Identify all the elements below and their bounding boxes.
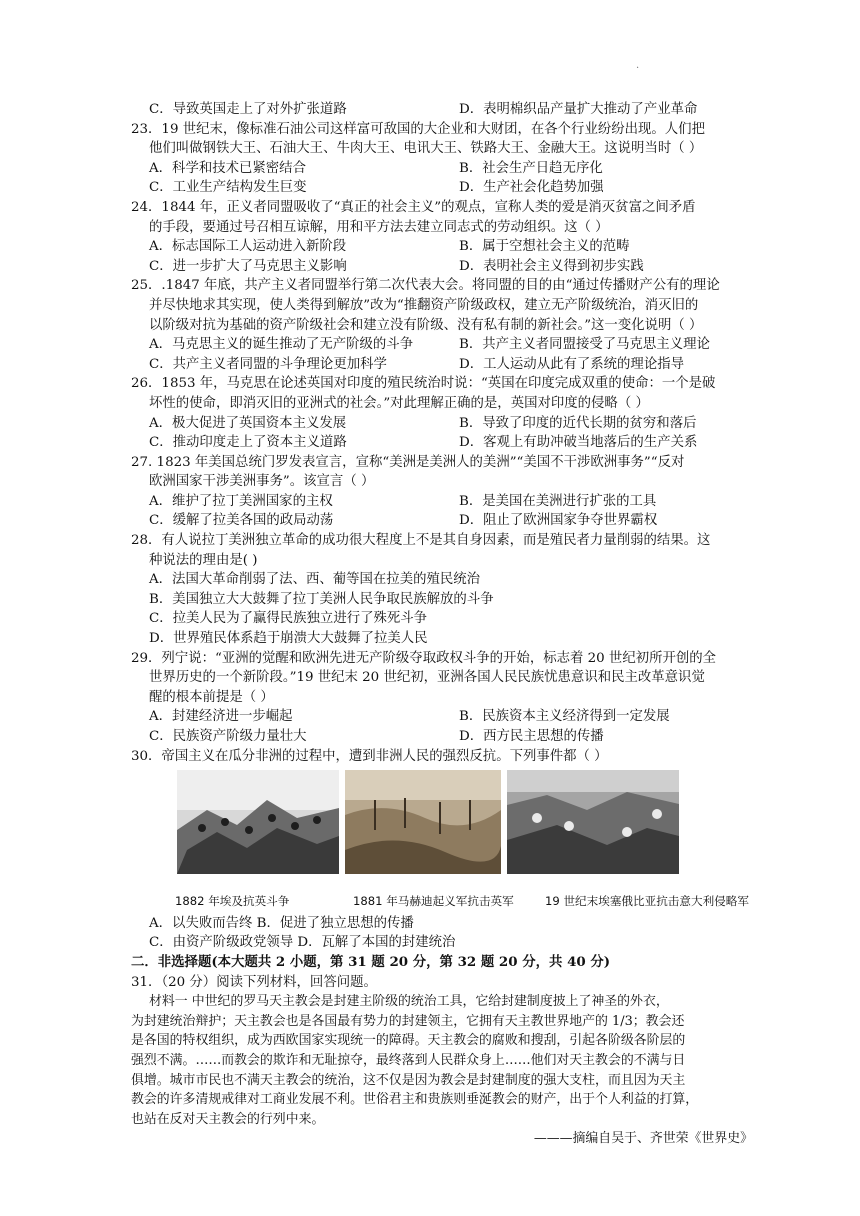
material-1-line-4: 强烈不满。……而教会的欺诈和无耻掠夺，最终落到人民群众身上……他们对天主教会的不满与日 <box>131 1052 686 1068</box>
q27-option-b: B．是美国在美洲进行扩张的工具 <box>459 493 657 509</box>
q26-option-c: C．推动印度走上了资本主义道路 <box>149 435 347 451</box>
q30-stem: 30．帝国主义在瓜分非洲的过程中，遭到非洲人民的强烈反抗。下列事件都（ ） <box>131 748 608 764</box>
q29-option-a: A．封建经济进一步崛起 <box>149 709 293 725</box>
q24-options-ab <box>131 237 781 257</box>
q27-stem-1: 27. 1823 年美国总统门罗发表宣言，宣称“美洲是美洲人的美洲”“美国不干涉欧洲事务”“反对 <box>131 454 685 470</box>
q24-stem-1: 24．1844 年，正义者同盟吸收了“真正的社会主义”的观点，宣称人类的爱是消灭贫富之间矛盾 <box>131 199 696 215</box>
exam-page <box>131 100 781 1149</box>
q26-options-ab <box>131 414 781 434</box>
q23-option-c: C．工业生产结构发生巨变 <box>149 180 307 196</box>
q23-stem-2: 他们叫做钢铁大王、石油大王、牛肉大王、电讯大王、铁路大王、金融大王。这说明当时（ ） <box>149 141 703 157</box>
caption-mahdi: 1881 年马赫迪起义军抗击英军 <box>353 894 514 909</box>
q29-option-d: D．西方民主思想的传播 <box>459 729 604 744</box>
q24-option-d: D．表明社会主义得到初步实践 <box>459 258 644 274</box>
material-1-source: ———摘编自吴于、齐世荣《世界史》 <box>533 1131 753 1147</box>
section-2-heading: 二．非选择题(本大题共 2 小题，第 31 题 20 分，第 32 题 20 分，共 40 分) <box>131 953 611 970</box>
q26-option-a: A．极大促进了英国资本主义发展 <box>149 415 347 431</box>
material-1-line-5: 俱增。城市市民也不满天主教会的统治，这不仅是因为教会是封建制度的强大支柱，而且因为天主 <box>131 1072 686 1088</box>
q30-caption-row <box>175 892 781 912</box>
q29-stem-3: 醒的根本前提是（ ） <box>149 689 274 705</box>
q23-options-cd <box>131 178 781 198</box>
q26-stem-2: 坏性的使命，即消灭旧的亚洲式的社会。”对此理解正确的是，英国对印度的侵略（ ） <box>149 395 649 411</box>
q29-option-c: C．民族资产阶级力量壮大 <box>149 729 307 744</box>
q23-option-d: D．生产社会化趋势加强 <box>459 180 604 196</box>
ethiopia-battle-photo <box>507 770 679 874</box>
q28-option-a: A．法国大革命削弱了法、西、葡等国在拉美的殖民统治 <box>149 572 481 588</box>
mahdi-uprising-photo <box>345 770 501 874</box>
q31-stem: 31．（20 分）阅读下列材料，回答问题。 <box>131 974 377 990</box>
q27-option-c: C．缓解了拉美各国的政局动荡 <box>149 513 334 529</box>
q25-stem-1: 25．.1847 年底，共产主义者同盟举行第二次代表大会。将同盟的目的由“通过传播财产公有的理论 <box>131 278 720 294</box>
q25-option-a: A．马克思主义的诞生推动了无产阶级的斗争 <box>149 337 414 353</box>
q30-options-cd: C．由资产阶级政党领导 D．瓦解了本国的封建统治 <box>149 935 456 951</box>
q23-option-a: A．科学和技术已紧密结合 <box>149 160 306 176</box>
q29-stem-1: 29．列宁说：“亚洲的觉醒和欧洲先进无产阶级夺取政权斗争的开始，标志着 20 世纪初所开创的全 <box>131 650 717 666</box>
q27-stem-2: 欧洲国家干涉美洲事务”。该宣言（ ） <box>149 474 375 490</box>
q25-option-d: D．工人运动从此有了系统的理论指导 <box>459 356 684 372</box>
material-1-line-1: 材料一 中世纪的罗马天主教会是封建主阶级的统治工具，它给封建制度披上了神圣的外衣， <box>149 994 669 1010</box>
q28-option-c: C．拉美人民为了赢得民族独立进行了殊死斗争 <box>149 611 428 627</box>
material-1-line-6: 教会的许多清规戒律对工商业发展不利。世俗君主和贵族则垂涎教会的财产，出于个人利益的打算， <box>131 1092 699 1108</box>
q26-option-b: B．导致了印度的近代长期的贫穷和落后 <box>459 415 697 431</box>
q26-option-d: D．客观上有助冲破当地落后的生产关系 <box>459 435 698 451</box>
q30-photo-row <box>177 770 781 876</box>
header-mark: . <box>636 60 640 71</box>
q27-option-d: D．阻止了欧洲国家争夺世界霸权 <box>459 513 658 529</box>
q28-stem-1: 28．有人说拉丁美洲独立革命的成功很大程度上不是其自身因素，而是殖民者力量削弱的结果。这 <box>131 533 711 549</box>
q24-option-c: C．进一步扩大了马克思主义影响 <box>149 258 347 274</box>
q23-stem-1: 23．19 世纪末，像标准石油公司这样富可敌国的大企业和大财团，在各个行业纷纷出现。人们把 <box>131 121 705 137</box>
q29-option-b: B．民族资本主义经济得到一定发展 <box>459 709 670 725</box>
q30-options-ab: A．以失败而告终 B．促进了独立思想的传播 <box>149 915 414 931</box>
q24-option-b: B．属于空想社会主义的范畴 <box>459 239 630 255</box>
material-1-line-3: 是各国的特权组织，成为西欧国家实现统一的障碍。天主教会的腐败和搜刮，引起各阶级各阶层的 <box>131 1033 686 1049</box>
q25-stem-3: 以阶级对抗为基础的资产阶级社会和建立没有阶级、没有私有制的新社会。”这一变化说明（ ） <box>149 317 703 333</box>
material-1-line-2: 为封建统治辩护；天主教会也是各国最有势力的封建领主，它拥有天主教世界地产的 1/3；教会还 <box>131 1013 685 1029</box>
q29-stem-2: 世界历史的一个新阶段。”19 世纪末 20 世纪初，亚洲各国人民民族忧患意识和民主改革意识觉 <box>149 670 705 686</box>
caption-ethiopia: 19 世纪末埃塞俄比亚抗击意大利侵略军 <box>545 894 749 909</box>
material-1-line-7: 也站在反对天主教会的行列中来。 <box>131 1111 325 1127</box>
q25-option-b: B．共产主义者同盟接受了马克思主义理论 <box>459 337 710 353</box>
q23-option-b: B．社会生产日趋无序化 <box>459 160 603 176</box>
q24-option-a: A．标志国际工人运动进入新阶段 <box>149 239 347 255</box>
q24-stem-2: 的手段，要通过号召相互谅解，用和平方法去建立同志式的劳动组织。这（ ） <box>149 219 609 235</box>
q26-stem-1: 26．1853 年，马克思在论述英国对印度的殖民统治时说：“英国在印度完成双重的使命：一个是破 <box>131 376 716 392</box>
q25-option-c: C．共产主义者同盟的斗争理论更加科学 <box>149 356 387 372</box>
q23-options-ab <box>131 159 781 179</box>
q28-option-d: D．世界殖民体系趋于崩溃大大鼓舞了拉美人民 <box>149 631 428 647</box>
egypt-battle-photo <box>177 770 339 874</box>
q22-option-c: C．导致英国走上了对外扩张道路 <box>149 102 347 117</box>
q27-options-ab <box>131 492 781 512</box>
q22-option-d: D．表明棉织品产量扩大推动了产业革命 <box>459 102 698 117</box>
q28-option-b: B．美国独立大大鼓舞了拉丁美洲人民争取民族解放的斗争 <box>149 591 494 607</box>
q22-options-cd <box>131 100 781 120</box>
q24-options-cd <box>131 257 781 277</box>
q27-options-cd <box>131 511 781 531</box>
q28-stem-2: 种说法的理由是( ) <box>149 552 258 568</box>
q29-options-ab <box>131 707 781 727</box>
q25-options-cd <box>131 355 781 375</box>
q26-options-cd <box>131 433 781 453</box>
caption-egypt: 1882 年埃及抗英斗争 <box>175 894 290 909</box>
q25-stem-2: 并尽快地求其实现，使人类得到解放”改为“推翻资产阶级政权，建立无产阶级统治，消灭旧的 <box>149 297 699 313</box>
q25-options-ab <box>131 335 781 355</box>
q29-options-cd <box>131 727 781 747</box>
q27-option-a: A．维护了拉丁美洲国家的主权 <box>149 493 333 509</box>
